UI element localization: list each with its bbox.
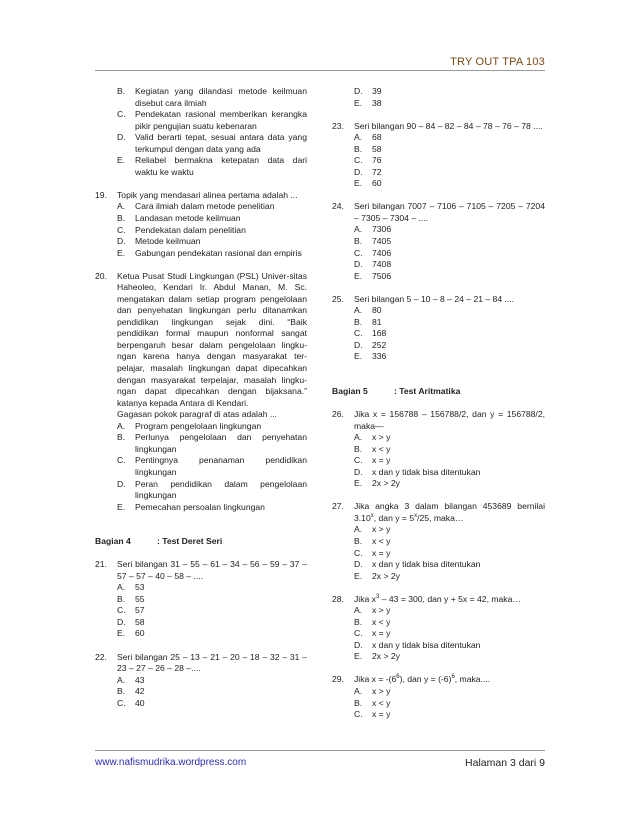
option: A. x > y [354,686,391,697]
option: A. 53 [117,582,145,593]
option: D. Peran pendidikan dalam pengelolaan lingkungan [117,478,307,501]
option: C. Pentingnya penanaman pendidikan lingkungan [117,455,307,477]
right-column [332,86,545,721]
section-4-heading: Bagian 4 : Test Deret Seri [95,536,223,547]
option: E. 2x > 2y [354,478,400,489]
option: A. Program pengelolaan lingkungan [117,420,262,431]
option: A. x > y [354,524,391,535]
option: C. 40 [117,697,145,708]
option: B. 81 [354,316,382,327]
option: B. Kegiatan yang dilandasi metode keilmuan disebut cara ilmiah [117,86,307,108]
option: D. x dan y tidak bisa ditentukan [354,466,481,477]
q22-continued-options [332,86,545,109]
option: C. x = y [354,547,391,558]
option: B. x < y [354,616,391,627]
question-19: 19. Topik yang mendasari alinea pertama adalah ... A. Cara ilmiah dalam metode penelitian B. Landasan metode keilmuan C. Pendekatan dalam penelitian D. Metode keilmuan E. Gabungan pendekatan rasional dan empiris [95,190,307,259]
option: C. x = y [354,628,391,639]
option: E. 2x > 2y [354,651,400,662]
option: E. 336 [354,351,387,362]
header-rule [95,70,545,71]
option: D. 72 [354,166,382,177]
question-28: 28. Jika $x^3 - 43 = 300$, dan y + 5x = 42, maka… A. x > y B. x < y C. x = y D. x dan y tidak bisa ditentukan E. 2x > 2y [332,594,545,663]
option: A. x > y [354,432,391,443]
option: D. x dan y tidak bisa ditentukan [354,639,481,650]
option: E. Gabungan pendekatan rasional dan empiris [117,247,302,258]
option: B. 7405 [354,236,392,247]
document-header-title: TRY OUT TPA 103 [450,56,545,68]
option: C. Pendekatan rasional memberikan kerangka pikir pengujian suatu kebenaran [117,109,307,131]
option: E. 38 [354,97,382,108]
question-25: 25. Seri bilangan 5 – 10 – 8 – 24 – 21 – 84 .... A. 80 B. 81 C. 168 D. 252 E. 336 [332,294,545,363]
option: E. 7506 [354,270,392,281]
option: C. 7406 [354,247,392,258]
question-27: 27. Jika angka 3 dalam bilangan 453689 bernilai 3.10$^x$, dan $y = 5^x/25$, maka… A. x > y B. x < y C. x = y D. x dan y tidak bisa ditentukan E. 2x > 2y [332,501,545,581]
footer-website-link[interactable]: www.nafismudrika.wordpress.com [95,757,247,768]
option: B. Perlunya pengelolaan dan penyehatan lingkungan [117,432,307,454]
section-5-heading: Bagian 5 : Test Aritmatika [332,385,461,396]
question-24: 24. Seri bilangan 7007 – 7106 – 7105 – 7205 – 7204 – 7305 – 7304 – .... A. 7306 B. 7405 C. 7406 D. 7408 E. 7506 [332,201,545,281]
option: E. Pemecahan persoalan lingkungan [117,501,265,512]
option: D. 58 [117,616,145,627]
option: D. 7408 [354,259,392,270]
option: D. 252 [354,339,387,350]
question-29: 29. Jika $x = -(6^6)$, dan $y = (-6)^6$, maka.... A. x > y B. x < y C. x = y [332,674,545,720]
option: C. Pendekatan dalam penelitian [117,224,246,235]
option: A. 7306 [354,224,392,235]
option: C. x = y [354,455,391,466]
question-22: 22. Seri bilangan 25 – 13 – 21 – 20 – 18 – 32 – 31 – 23 – 27 – 26 – 28 –.... A. 43 B. 42 C. 40 [95,651,307,708]
option: D. Metode keilmuan [117,236,201,247]
option: D. Valid berarti tepat, sesuai antara data yang terkumpul dengan data yang ada [117,132,307,154]
option: E. 60 [354,178,382,189]
option: C. 76 [354,155,382,166]
option: B. 55 [117,593,145,604]
option: B. 42 [117,686,145,697]
question-21: 21. Seri bilangan 31 – 55 – 61 – 34 – 56 – 59 – 37 – 57 – 57 – 40 – 58 – .... A. 53 B. 55 C. 57 D. 58 E. 60 [95,559,307,639]
option: A. 68 [354,132,382,143]
option: C. 57 [117,605,145,616]
footer-page-number: Halaman 3 dari 9 [465,757,545,769]
option: A. 80 [354,305,382,316]
left-column [95,86,307,709]
option: A. x > y [354,605,391,616]
option: E. Reliabel bermakna ketepatan data dari waktu ke waktu [117,155,307,177]
option: A. Cara ilmiah dalam metode penelitian [117,201,275,212]
option: D. 39 [354,86,382,96]
question-23: 23. Seri bilangan 90 – 84 – 82 – 84 – 78 – 76 – 78 .... A. 68 B. 58 C. 76 D. 72 E. 60 [332,121,545,190]
option: B. x < y [354,443,391,454]
question-20: 20. Ketua Pusat Studi Lingkungan (PSL) Univer-sitas Haheoleo, Kendari Ir. Abdul Manan, M. Sc. mengatakan dalam setiap program pengelolaan dan penyehatan lingkungan perlu ditanamkan pendidikan lingkungan sejak dini. “Baik pendidikan formal maupun nonformal sangat berpengaruh besar dalam pengelolaan lingku-ngan karena hanya dengan masyarakat ter-pelajar, masalah lingkungan dapat dipecahkan dengan masyarakat terpelajar, masalah lingku-ngan dapat dipecahkan dengan bijaksana.” katanya kepada Antara di Kendari. Gagasan pokok paragraf di atas adalah ... A. Program pengelolaan lingkungan B. Perlunya pengelolaan dan penyehatan lingkungan C. Pentingnya penanaman pendidikan lingkungan D. Peran pendidikan dalam pengelolaan lingkungan E. Pemecahan persoalan lingkungan [95,270,307,512]
question-26: 26. Jika x = 156788 – 156788/2, dan y = 156788/2, maka— A. x > y B. x < y C. x = y D. x dan y tidak bisa ditentukan E. 2x > 2y [332,409,545,489]
footer-rule [95,750,545,751]
option: E. 2x > 2y [354,570,400,581]
option: C. 168 [354,328,387,339]
option: E. 60 [117,628,145,639]
option: B. x < y [354,536,391,546]
option: B. 58 [354,143,382,154]
question-prompt: Gagasan pokok paragraf di atas adalah ... [117,409,278,420]
option: B. x < y [354,697,391,708]
option: D. x dan y tidak bisa ditentukan [354,559,481,570]
option: B. Landasan metode keilmuan [117,212,241,223]
option: C. x = y [354,709,391,720]
q18-options [95,86,307,178]
option: A. 43 [117,674,145,685]
